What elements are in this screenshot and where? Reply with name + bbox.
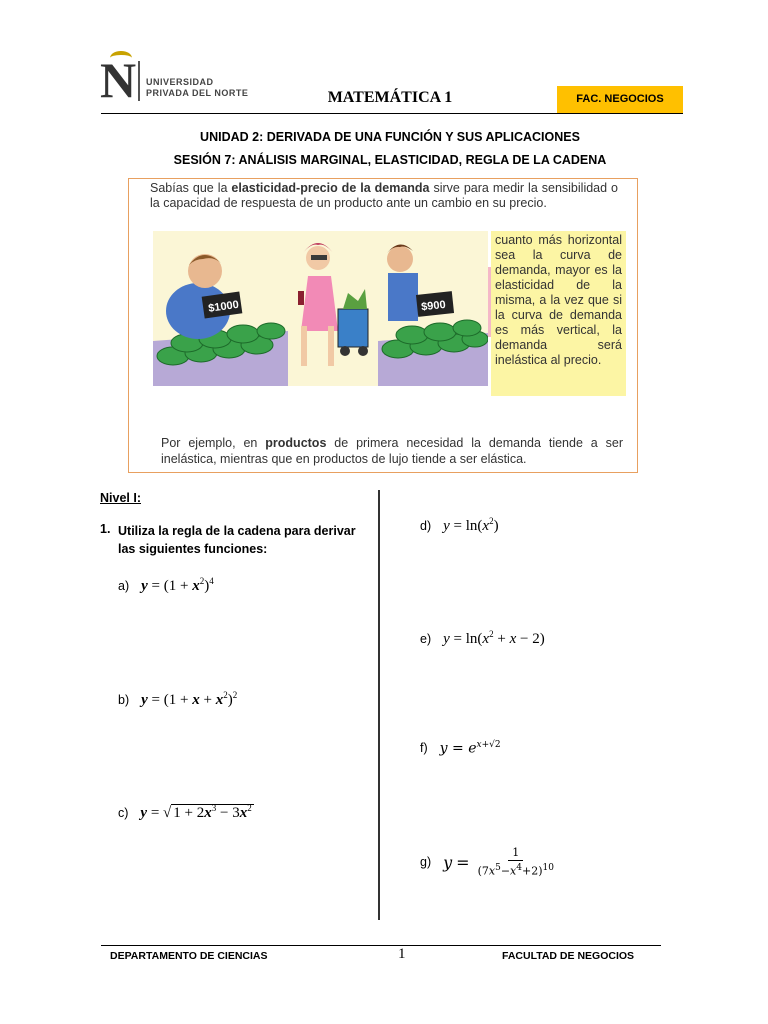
logo-text-line1: UNIVERSIDAD (146, 77, 214, 87)
intro-text-pre: Sabías que la (150, 181, 232, 195)
session-heading: SESIÓN 7: ANÁLISIS MARGINAL, ELASTICIDAD, REGLA DE LA CADENA (173, 153, 607, 167)
intro-text (150, 181, 618, 211)
logo-letter: N (100, 52, 137, 108)
price-tag-right (416, 291, 454, 317)
exercise-a-formula: $y = (1 + x^2)^4$ (141, 576, 214, 594)
exercise-a (118, 576, 214, 595)
exercise-a-label: a) (118, 578, 130, 593)
exercise-f (420, 740, 501, 757)
price-right: $900 (420, 298, 447, 314)
exercise-c-label: c) (118, 805, 129, 820)
unit-heading: UNIDAD 2: DERIVADA DE UNA FUNCIÓN Y SUS APLICACIONES (200, 130, 580, 144)
exercise-c-formula: y = √ $1 + 2x^3 - 3x^2$ (140, 803, 252, 821)
intro-text-bold: elasticidad-precio de la demanda (231, 181, 430, 195)
exercise-d-formula: $y = \ln(x^2)$ (443, 516, 499, 534)
intro-text-post: sirve para medir la sensibilidad o la capacidad de respuesta de un producto ante un cambio en su precio. (150, 181, 618, 210)
header-rule (101, 113, 683, 114)
exercise-g-fraction: $\frac{1}{(7x^5-x^4+2)^{10}}$ (477, 846, 554, 878)
exercise-e-formula: $y = \ln(x^2 + x - 2)$ (443, 629, 545, 647)
exercise-d (420, 516, 499, 535)
faculty-badge: FAC. NEGOCIOS (557, 86, 683, 113)
exercise-e-label: e) (420, 631, 432, 646)
price-left: $1000 (207, 298, 240, 315)
exercise-e (420, 629, 545, 648)
footer-department: DEPARTAMENTO DE CIENCIAS (110, 950, 268, 962)
exercise-b-formula: $y = (1 + x + x^2)^2$ (141, 690, 238, 708)
logo-separator (138, 61, 140, 101)
example-text-bold: productos (265, 436, 327, 450)
elasticity-note-text: cuanto más horizontal sea la curva de demanda, mayor es la elasticidad de la misma, a la vez que si la curva de demanda es más vertical, la demanda será inelástica al precio. (495, 233, 622, 367)
footer-rule (101, 945, 661, 946)
logo-text-line2: PRIVADA DEL NORTE (146, 88, 249, 98)
example-text (161, 435, 623, 467)
market-scene-drawing (153, 231, 488, 386)
exercise-b-label: b) (118, 692, 130, 707)
course-title: MATEMÁTICA 1 (327, 89, 453, 106)
page-number: 1 (398, 946, 406, 962)
exercise-instruction: Utiliza la regla de la cadena para derivar las siguientes funciones: (118, 524, 356, 556)
example-text-post: de primera necesidad la demanda tiende a ser inelástica, mientras que en productos de lujo tiende a ser elástica. (161, 436, 623, 466)
exercise-d-label: d) (420, 518, 432, 533)
exercise-f-formula: $y = e^{x+√2}$ (439, 740, 501, 757)
exercise-g (420, 846, 558, 879)
example-text-pre: Por ejemplo, en (161, 436, 266, 450)
exercise-g-formula: y = $\frac{1}{(7x^5-x^4+2)^{10}}$ (443, 846, 558, 879)
level-heading: Nivel I: (100, 491, 141, 505)
elasticity-note (491, 231, 626, 396)
exercise-g-label: g) (420, 855, 432, 870)
column-divider (378, 490, 380, 920)
market-illustration (153, 231, 488, 386)
exercise-b (118, 690, 237, 709)
footer-faculty: FACULTAD DE NEGOCIOS (502, 950, 635, 962)
university-logo (100, 52, 260, 108)
exercise-c (118, 803, 254, 822)
info-box (128, 178, 638, 473)
exercise-number: 1. (100, 522, 111, 536)
exercise-f-label: f) (420, 741, 428, 756)
